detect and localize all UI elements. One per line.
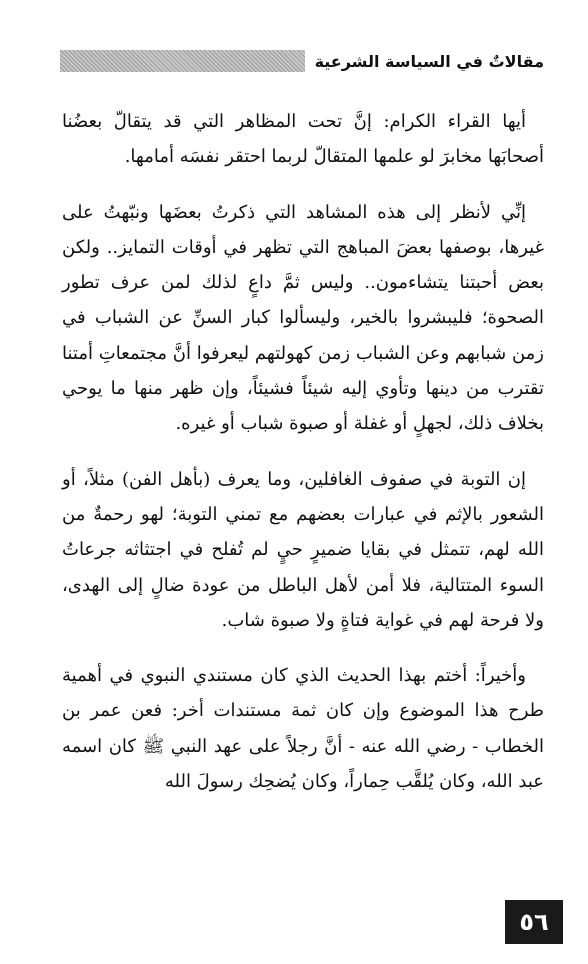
paragraph-address: أيها القراء الكرام: إنَّ تحت المظاهر التي قد يتقالّ بعضُنا أصحابَها مخابرَ لو علمها المتقالّ لربما احتقر نفسَه أمامها.: [62, 111, 544, 168]
paragraph-closing-hadith: وأخيراً: أختم بهذا الحديث الذي كان مستندي النبوي في أهمية طرح هذا الموضوع وإن كان ثمة مستندات أخر: فعن عمر بن الخطاب - رضي الله عنه - أنَّ رجلاً على عهد النبي ﷺ كان اسمه عبد الله، وكان يُلقَّب حِماراً، وكان يُضحِك رسولَ الله: [62, 665, 544, 793]
header-decorative-bar: [60, 50, 305, 72]
page-number: ٥٦: [505, 900, 563, 944]
running-header: [60, 44, 544, 78]
body-text: [62, 104, 544, 819]
book-title: مقالاتٌ في السياسة الشرعية: [314, 51, 544, 71]
paragraph-optimism: إنِّي لأنظر إلى هذه المشاهد التي ذكرتُ بعضَها ونبّهتُ على غيرها، بوصفها بعضَ المباهج التي تظهر في أوقات التمايز.. ولكن بعض أحبتنا يتشاءمون.. وليس ثمَّ داعٍ لذلك لمن عرف تطور الصحوة؛ فليبشروا بالخير، وليسألوا كبار السنِّ عن الشباب في زمن شبابهم وعن الشباب زمن كهولتهم ليعرفوا أنَّ مجتمعاتِ أمتنا تقترب من دينها وتأوي إليه شيئاً فشيئاً، وإن ظهر منها ما يوحي بخلاف ذلك، لجهلٍ أو غفلة أو صبوة شباب أو غيره.: [62, 201, 544, 435]
paragraph-repentance: إن التوبة في صفوف الغافلين، وما يعرف (بأهل الفن) مثلاً، أو الشعور بالإثم في عبارات بعضهم مع تمني التوبة؛ لهو رحمةٌ من الله لهم، تتمثل في بقايا ضميرٍ حيٍ لم تُفلح في اجتثاثه جرعاتُ السوء المتتالية، فلا أمن لأهل الباطل من عودة ضالٍ إلى الهدى، ولا فرحة لهم في غواية فتاةٍ ولا صبوة شاب.: [62, 468, 544, 631]
